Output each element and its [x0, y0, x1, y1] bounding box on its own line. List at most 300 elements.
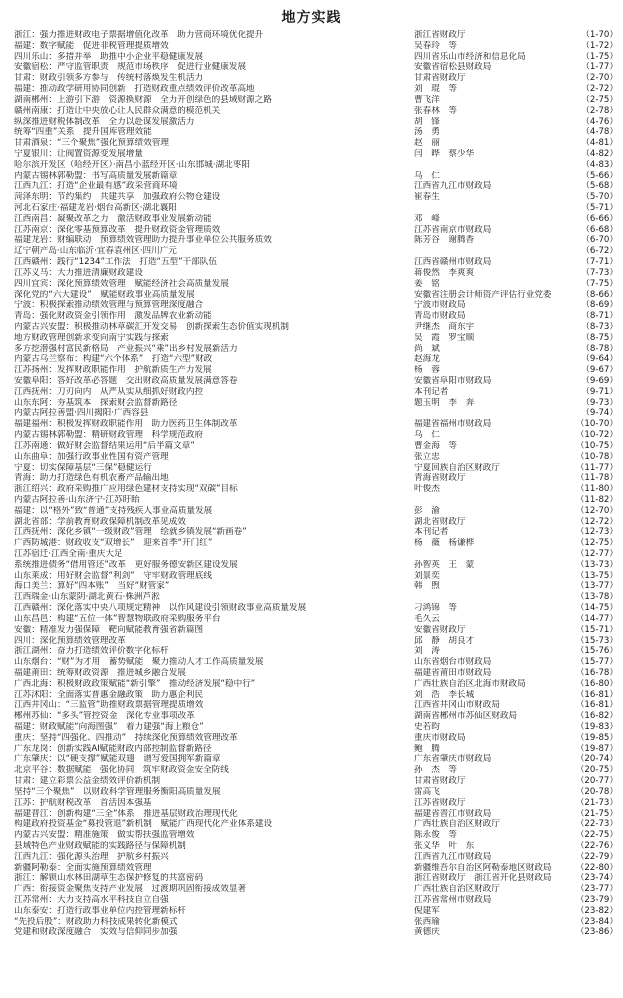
entry-title: 福建莆田：统筹财政资源 推进城乡融合发展	[14, 667, 186, 678]
entry-title: 内蒙古兴安盟：精准施策 做实帮扶强监管增效	[14, 830, 195, 841]
entry-title: 江西九江：强化源头治理 护航乡村振兴	[14, 851, 169, 862]
entry-title: 统筹“四重”关系 提升国库管理效能	[14, 127, 152, 138]
toc-entry[interactable]	[0, 549, 623, 560]
entry-page: （9-74）	[581, 408, 618, 419]
toc-entry[interactable]	[0, 333, 623, 344]
entry-author: 姜 铭	[414, 278, 440, 289]
entry-author: 江西省九江市财政局	[414, 181, 492, 192]
toc-list	[0, 30, 623, 938]
entry-author: 赵 丽	[414, 138, 440, 149]
entry-page: （9-73）	[581, 397, 618, 408]
entry-title: 安徽宿松：严守监管职责 规范市场秩序 促进行业健康发展	[14, 62, 247, 73]
entry-title: 甘肃：建立彩票公益金绩效评价新机制	[14, 776, 161, 787]
entry-author: 雷高飞	[414, 786, 440, 797]
toc-entry[interactable]	[0, 300, 623, 311]
entry-author: 彭 渝	[414, 505, 440, 516]
entry-title: 安徽阜阳：答好改革必答题 交出财政高质量发展满意答卷	[14, 376, 238, 386]
entry-page: （22-75）	[575, 830, 618, 841]
entry-page: （2-78）	[581, 105, 618, 116]
entry-page: （11-77）	[575, 462, 618, 473]
toc-entry[interactable]	[0, 819, 623, 830]
entry-title: 福建福州：积极发挥财政职能作用 助力医药卫生体制改革	[14, 419, 238, 430]
entry-title: 重庆：坚持“四强化、四推动” 持续深化预算绩效管理改革	[14, 732, 238, 743]
toc-entry[interactable]	[0, 473, 623, 484]
entry-title: 山东莱成：用好财会监督“利剑” 守牢财政管理底线	[14, 570, 212, 581]
entry-author: 乌 仁	[414, 430, 440, 441]
toc-entry[interactable]	[0, 138, 623, 149]
entry-author: 广西壮族自治区财政厅	[414, 884, 500, 895]
entry-page: （19-85）	[575, 732, 618, 743]
entry-author: 杨 蓉	[414, 365, 440, 376]
entry-author: 福建省晋江市财政局	[414, 808, 492, 819]
entry-author: 史若昀	[414, 722, 440, 732]
toc-entry[interactable]	[0, 527, 623, 538]
entry-page: （11-78）	[575, 473, 618, 484]
toc-entry[interactable]	[0, 571, 623, 582]
toc-entry[interactable]	[0, 841, 623, 852]
toc-entry[interactable]	[0, 592, 623, 603]
entry-title: 内蒙古兴安盟：积极推动林草碳汇开发交易 创新探索生态价值实现机制	[14, 321, 290, 332]
entry-page: （16-80）	[575, 678, 618, 689]
entry-author: 刁鸿锦 等	[414, 603, 457, 614]
entry-title: 四川：深化预算绩效管理改革	[14, 635, 126, 646]
entry-title: 广西防城港：财政收支“双增长” 迎来首季“开门红”	[14, 538, 213, 549]
entry-page: （16-81）	[575, 700, 618, 711]
entry-title: 广东龙岗：创新实践AI赋能财政内部控制监督新路径	[14, 743, 212, 754]
entry-title: 北京平谷：数据赋能 强化协同 筑牢财政资金安全防线	[14, 765, 229, 776]
entry-author: 江苏省南京市财政局	[414, 224, 492, 235]
toc-entry[interactable]	[0, 95, 623, 106]
toc-entry[interactable]	[0, 581, 623, 592]
entry-page: （11-80）	[575, 484, 618, 495]
entry-page: （4-83）	[581, 159, 618, 170]
entry-author: 安徽省宿松县财政局	[414, 62, 492, 73]
entry-author: 江苏省常州市财政局	[414, 895, 492, 905]
toc-entry[interactable]	[0, 452, 623, 463]
entry-page: （22-80）	[575, 862, 618, 873]
entry-page: （16-78）	[575, 667, 618, 678]
toc-entry[interactable]	[0, 636, 623, 647]
toc-entry[interactable]	[0, 84, 623, 95]
toc-entry[interactable]	[0, 495, 623, 506]
toc-entry[interactable]	[0, 668, 623, 679]
toc-entry[interactable]	[0, 322, 623, 333]
entry-page: （7-75）	[581, 278, 618, 289]
entry-page: （4-82）	[581, 148, 618, 159]
toc-entry[interactable]	[0, 30, 623, 41]
entry-page: （8-66）	[581, 289, 618, 300]
toc-entry[interactable]	[0, 603, 623, 614]
entry-author: 广东省肇庆市财政局	[414, 754, 492, 765]
entry-page: （21-75）	[575, 808, 618, 819]
entry-author: 青海省财政厅	[414, 473, 466, 484]
toc-entry[interactable]	[0, 906, 623, 917]
entry-title: 辽宁朝产岛·山东临沂·宜春袁州区·四川广元	[14, 246, 177, 257]
toc-entry[interactable]	[0, 430, 623, 441]
entry-title: 湖南郴州：上游引下游 资源换财源 全力开创绿色的县域财源之路	[14, 94, 272, 105]
entry-page: （8-71）	[581, 311, 618, 322]
entry-title: 江苏南京：深化零基预算改革 提升财政资金管理质效	[14, 224, 221, 235]
entry-title: 河北石家庄·福建龙岩·烟台高新区·湖北襄阳	[14, 203, 177, 213]
entry-title: 哈尔滨开发区（哈经开区）·南昌小蓝经开区·山东邯城·湖北枣阳	[14, 159, 250, 170]
entry-author: 杨 薇 杨谦桦	[414, 538, 475, 549]
entry-author: 重庆市财政局	[414, 732, 466, 743]
toc-entry[interactable]	[0, 679, 623, 690]
entry-author: 崔春生	[414, 192, 440, 203]
entry-title: 纵深推进财税体制改革 全力以赴谋发展激活力	[14, 116, 195, 127]
entry-author: 浙江省财政厅 浙江省开化县财政局	[414, 873, 552, 884]
entry-page: （10-70）	[575, 419, 618, 430]
toc-entry[interactable]	[0, 354, 623, 365]
entry-title: 赣州南康：打造让中央放心让人民群众满意的模范机关	[14, 105, 221, 116]
entry-page: （12-75）	[575, 538, 618, 549]
entry-title: 广东肇庆：以“硬支撑”赋能双翅 谱写爱国拥军新篇章	[14, 754, 221, 765]
entry-title: 浙江湖州：奋力打造绩效评价数字化标杆	[14, 646, 169, 657]
toc-entry[interactable]	[0, 62, 623, 73]
entry-title: 内蒙古阿拉善盟·四川揭阳·广西容县	[14, 408, 149, 419]
entry-title: 山东东阿：夯基筑本 探索财会监督新路径	[14, 397, 178, 408]
toc-entry[interactable]	[0, 733, 623, 744]
toc-entry[interactable]	[0, 754, 623, 765]
entry-author: 宁波市财政局	[414, 300, 466, 311]
entry-page: （9-71）	[581, 386, 618, 397]
entry-page: （10-72）	[575, 430, 618, 441]
entry-page: （12-72）	[575, 516, 618, 527]
toc-entry[interactable]	[0, 787, 623, 798]
entry-author: 黄德庆	[414, 927, 440, 938]
entry-page: （13-73）	[575, 559, 618, 570]
toc-entry[interactable]	[0, 830, 623, 841]
entry-title: 江苏宿迁·江西全南·重庆大足	[14, 549, 123, 559]
toc-entry[interactable]	[0, 160, 623, 171]
entry-page: （20-77）	[575, 776, 618, 787]
entry-title: 江西井冈山：“三监管”助推财政票据管理提质增效	[14, 700, 204, 711]
entry-author: 福建省莆田市财政局	[414, 667, 492, 678]
toc-entry[interactable]	[0, 863, 623, 874]
entry-page: （1-70）	[581, 30, 618, 40]
toc-entry[interactable]	[0, 646, 623, 657]
entry-title: 青岛：强化财政资金引领作用 激发品牌农业新动能	[14, 311, 212, 322]
entry-author: 安徽省注册会计师资产评估行业党委	[414, 289, 552, 300]
entry-title: 江苏沭阳：全面落实普惠金融政策 助力惠企利民	[14, 689, 204, 700]
entry-title: 宁夏银川：让阀置资源变发展增量	[14, 148, 143, 159]
entry-page: （9-67）	[581, 365, 618, 376]
toc-entry[interactable]	[0, 722, 623, 733]
entry-author: 本刊记者	[414, 527, 449, 538]
entry-page: （6-70）	[581, 235, 618, 246]
entry-title: 浙江：解锁山水林田湖草生态保护修复的共富密码	[14, 873, 204, 884]
entry-page: （15-77）	[575, 657, 618, 668]
entry-page: （4-76）	[581, 116, 618, 127]
entry-author: 张立忠	[414, 451, 440, 462]
toc-entry[interactable]	[0, 744, 623, 755]
entry-author: 邓 峰	[414, 213, 440, 224]
entry-page: （23-86）	[575, 927, 618, 938]
entry-page: （8-73）	[581, 321, 618, 332]
toc-entry[interactable]	[0, 365, 623, 376]
toc-entry[interactable]	[0, 73, 623, 84]
toc-entry[interactable]	[0, 192, 623, 203]
entry-author: 张义华 叶 东	[414, 840, 475, 851]
entry-author: 赵海龙	[414, 354, 440, 365]
entry-title: 福建龙岩：财编联动 预算绩效管理助力提升事业单位公共服务质效	[14, 235, 272, 246]
toc-entry[interactable]	[0, 398, 623, 409]
entry-author: 曹飞洋	[414, 94, 440, 105]
entry-page: （4-78）	[581, 127, 618, 138]
entry-title: 福建：财政赋能“向海图强” 着力建强“海上粮仓”	[14, 722, 204, 732]
entry-page: （9-69）	[581, 376, 618, 386]
entry-page: （6-72）	[581, 246, 618, 257]
entry-page: （15-76）	[575, 646, 618, 657]
entry-author: 甘肃省财政厅	[414, 776, 466, 787]
entry-author: 刘 涛	[414, 646, 440, 657]
entry-page: （13-78）	[575, 592, 618, 603]
entry-page: （9-64）	[581, 354, 618, 365]
entry-author: 安徽省阜阳市财政局	[414, 376, 492, 386]
entry-title: 江西九江：打造“企业最有感”政采营商环境	[14, 181, 178, 192]
entry-author: 题玉明 李 奔	[414, 397, 475, 408]
entry-author: 江西省赣州市财政局	[414, 257, 492, 268]
entry-title: 浙江：强力推进财政电子票据增值化改革 助力营商环境优化提升	[14, 30, 264, 40]
entry-title: 菏泽东明：节约集约 共建共享 加强政府公物仓建设	[14, 192, 221, 203]
toc-entry[interactable]	[0, 376, 623, 387]
entry-author: 广西壮族自治区北海市财政局	[414, 678, 526, 689]
entry-title: 宁波：积极探索推动绩效管理与预算管理深度融合	[14, 300, 204, 311]
entry-title: 新疆阿勒泰：全面实施预算绩效管理	[14, 862, 152, 873]
entry-title: 县域特色产业财政赋能的实践路径与保障机制	[14, 840, 186, 851]
entry-author: 青岛市财政局	[414, 311, 466, 322]
entry-author: 张春林 等	[414, 105, 457, 116]
entry-title: 江西抚州：刀刃向内 从严从实从细抓好财政内控	[14, 386, 204, 397]
toc-entry[interactable]	[0, 765, 623, 776]
entry-author: 四川省乐山市经济和信息化局	[414, 51, 526, 62]
entry-author: 宁夏回族自治区财政厅	[414, 462, 500, 473]
entry-title: 福建晋江：创新构建“三全”体系 推进基层财政治理现代化	[14, 808, 238, 819]
entry-page: （22-79）	[575, 851, 618, 862]
entry-page: （20-75）	[575, 765, 618, 776]
entry-page: （6-66）	[581, 213, 618, 224]
toc-entry[interactable]	[0, 873, 623, 884]
entry-title: 地方财政管理创新求变向南宁实践与探索	[14, 332, 169, 343]
entry-author: 陈芳谷 谢腾香	[414, 235, 475, 246]
entry-page: （16-81）	[575, 689, 618, 700]
entry-title: 郴州苏仙：“多头”管控资金 深化专业事项改革	[14, 711, 195, 722]
toc-entry[interactable]	[0, 257, 623, 268]
entry-page: （4-81）	[581, 138, 618, 149]
toc-entry[interactable]	[0, 484, 623, 495]
entry-title: 系统推进债务“借用管还”改革 更好服务德安新区建设发展	[14, 559, 238, 570]
entry-title: 广西：衔接资金聚焦支持产业发展 过渡期巩固衔接成效显著	[14, 884, 247, 895]
entry-page: （13-77）	[575, 581, 618, 592]
entry-page: （22-76）	[575, 840, 618, 851]
entry-title: 福建：推动政学研用协同创新 打造财政重点绩效评价改革高地	[14, 84, 255, 95]
entry-author: 陈永俊 等	[414, 830, 457, 841]
entry-author: 江西省井冈山市财政局	[414, 700, 500, 711]
entry-title: 安徽：精准发力强保障 靶向赋能教育强省新篇图	[14, 624, 204, 635]
entry-author: 蒋俊然 李爽爽	[414, 267, 475, 278]
entry-author: 江苏省财政厅	[414, 797, 466, 808]
entry-page: （23-79）	[575, 895, 618, 905]
toc-entry[interactable]	[0, 809, 623, 820]
entry-author: 孙 杰 等	[414, 765, 457, 776]
entry-author: 汤 勇	[414, 127, 440, 138]
entry-title: “先投后股”：财政助力科技成果转化新模式	[14, 916, 178, 927]
entry-author: 乌 仁	[414, 170, 440, 181]
entry-author: 邱 静 胡良才	[414, 635, 475, 646]
entry-page: （2-70）	[581, 73, 618, 84]
toc-entry[interactable]	[0, 268, 623, 279]
entry-title: 内蒙古锡林郭勒盟：书写高质量发展新篇章	[14, 170, 178, 181]
entry-page: （8-69）	[581, 300, 618, 311]
toc-entry[interactable]	[0, 895, 623, 906]
toc-entry[interactable]	[0, 625, 623, 636]
entry-title: 福建：以“格外”致“普通”支持残疾人事业高质量发展	[14, 505, 213, 516]
toc-entry[interactable]	[0, 711, 623, 722]
entry-author: 尚 斌	[414, 343, 440, 354]
entry-title: 山东泰安：打造行政事业单位内控管理新标杆	[14, 905, 186, 916]
entry-page: （2-72）	[581, 84, 618, 95]
entry-author: 曹金海 等	[414, 440, 457, 451]
toc-entry[interactable]	[0, 657, 623, 668]
toc-entry[interactable]	[0, 106, 623, 117]
entry-title: 江苏常州：大力支持高水平科技自立自强	[14, 895, 169, 905]
entry-page: （1-77）	[581, 62, 618, 73]
toc-entry[interactable]	[0, 700, 623, 711]
entry-page: （23-84）	[575, 916, 618, 927]
entry-page: （22-73）	[575, 819, 618, 830]
entry-page: （21-73）	[575, 797, 618, 808]
toc-entry[interactable]	[0, 798, 623, 809]
toc-entry[interactable]	[0, 517, 623, 528]
entry-page: （13-75）	[575, 570, 618, 581]
entry-page: （14-75）	[575, 603, 618, 614]
toc-entry[interactable]	[0, 225, 623, 236]
toc-entry[interactable]	[0, 279, 623, 290]
toc-entry[interactable]	[0, 203, 623, 214]
toc-entry[interactable]	[0, 235, 623, 246]
entry-page: （15-71）	[575, 624, 618, 635]
toc-entry[interactable]	[0, 419, 623, 430]
toc-entry[interactable]	[0, 117, 623, 128]
toc-entry[interactable]	[0, 690, 623, 701]
entry-page: （12-73）	[575, 527, 618, 538]
entry-author: 甘肃省财政厅	[414, 73, 466, 84]
entry-title: 内蒙古乌兰察布：构建“六个体系” 打造“六型”财政	[14, 354, 213, 365]
entry-title: 四川宜宾：深化预算绩效管理 赋能经济社会高质量发展	[14, 278, 229, 289]
entry-title: 内蒙古阿拉善·山东济宁·江苏盱眙	[14, 494, 140, 505]
entry-page: （5-71）	[581, 203, 618, 213]
entry-author: 浙江省财政厅	[414, 30, 466, 40]
entry-page: （20-74）	[575, 754, 618, 765]
entry-author: 福建省福州市财政局	[414, 419, 492, 430]
toc-entry[interactable]	[0, 927, 623, 938]
entry-page: （16-82）	[575, 711, 618, 722]
toc-entry[interactable]	[0, 149, 623, 160]
toc-entry[interactable]	[0, 408, 623, 419]
toc-entry[interactable]	[0, 506, 623, 517]
entry-title: 青海：助力打造绿色有机农畜产品输出地	[14, 473, 169, 484]
entry-title: 江苏扬州：发挥财政职能作用 护航新质生产力发展	[14, 365, 212, 376]
toc-entry[interactable]	[0, 171, 623, 182]
toc-entry[interactable]	[0, 311, 623, 322]
entry-page: （5-70）	[581, 192, 618, 203]
entry-title: 湖北省部：学前教育财政保障机制改革见成效	[14, 516, 186, 527]
entry-author: 胡 锋	[414, 116, 440, 127]
entry-author: 安徽省财政厅	[414, 624, 466, 635]
entry-page: （11-82）	[575, 494, 618, 505]
entry-title: 坚持“三个聚焦” 以财政科学管理服务衡阳高质量发展	[14, 786, 221, 797]
entry-title: 江西瑞金·山东蒙阴·湖北黄石·株洲芦淞	[14, 592, 160, 603]
entry-page: （12-70）	[575, 505, 618, 516]
toc-entry[interactable]	[0, 41, 623, 52]
entry-author: 吴 霞 罗宝顺	[414, 332, 475, 343]
entry-page: （10-75）	[575, 440, 618, 451]
entry-author: 湖北省财政厅	[414, 516, 466, 527]
entry-author: 吴春玲 等	[414, 40, 457, 51]
toc-entry[interactable]	[0, 614, 623, 625]
entry-page: （2-75）	[581, 94, 618, 105]
toc-entry[interactable]	[0, 538, 623, 549]
entry-title: 多方挖潜强村富民新格局 产业振兴“乘”出乡村发展新活力	[14, 343, 238, 354]
entry-author: 刘景奕	[414, 570, 440, 581]
entry-author: 鲍 腾	[414, 743, 440, 754]
entry-title: 江西抚州：深化乡镇“一级财政”管理 绘就乡镇发展“新画卷”	[14, 527, 247, 538]
entry-title: 宁夏：切实保障基层“三保”稳健运行	[14, 462, 152, 473]
toc-entry[interactable]	[0, 560, 623, 571]
entry-page: （20-78）	[575, 786, 618, 797]
toc-entry[interactable]	[0, 463, 623, 474]
entry-title: 江西南昌：凝聚改革之力 激活财政事业发展新动能	[14, 213, 212, 224]
toc-entry[interactable]	[0, 52, 623, 63]
entry-title: 构建政府投资基金“募投管退”新机制 赋能广西现代化产业体系建设	[14, 819, 273, 830]
entry-page: （1-72）	[581, 40, 618, 51]
entry-title: 海口美兰：算好“四本账” 当好“财管家”	[14, 581, 170, 592]
entry-page: （23-77）	[575, 884, 618, 895]
entry-title: 江苏：护航财税改革 首活因本强基	[14, 797, 152, 808]
entry-page: （7-73）	[581, 267, 618, 278]
toc-entry[interactable]	[0, 441, 623, 452]
entry-page: （23-82）	[575, 905, 618, 916]
toc-entry[interactable]	[0, 181, 623, 192]
toc-entry[interactable]	[0, 290, 623, 301]
entry-title: 江西赣州：深化落实中央八项规定精神 以作风建设引领财政事业高质量发展	[14, 603, 307, 614]
entry-page: （19-83）	[575, 722, 618, 732]
entry-author: 刘 浩 李长城	[414, 689, 475, 700]
entry-author: 叶俊杰	[414, 484, 440, 495]
toc-entry[interactable]	[0, 387, 623, 398]
entry-title: 江苏义马：大力推进清廉财政建设	[14, 267, 143, 278]
toc-entry[interactable]	[0, 246, 623, 257]
entry-page: （15-73）	[575, 635, 618, 646]
entry-author: 江西省九江市财政局	[414, 851, 492, 862]
entry-page: （8-75）	[581, 332, 618, 343]
toc-entry[interactable]	[0, 776, 623, 787]
entry-author: 广西壮族自治区财政厅	[414, 819, 500, 830]
entry-title: 党建和财政深度融合 实效与信仰同步加强	[14, 927, 178, 938]
toc-entry[interactable]	[0, 344, 623, 355]
entry-title: 广西北海：积极财政政策赋能“新引擎” 推动经济发展“稳中行”	[14, 678, 256, 689]
toc-entry[interactable]	[0, 852, 623, 863]
entry-author: 湖南省郴州市苏仙区财政局	[414, 711, 518, 722]
entry-title: 山东烟台：“财”为才用 蓄势赋能 聚力推动人才工作高质量发展	[14, 657, 264, 668]
toc-entry[interactable]	[0, 127, 623, 138]
entry-author: 刘 琨 等	[414, 84, 457, 95]
toc-entry[interactable]	[0, 884, 623, 895]
entry-author: 闫 晔 蔡少华	[414, 148, 475, 159]
toc-entry[interactable]	[0, 214, 623, 225]
toc-entry[interactable]	[0, 917, 623, 928]
entry-author: 山东省烟台市财政局	[414, 657, 492, 668]
